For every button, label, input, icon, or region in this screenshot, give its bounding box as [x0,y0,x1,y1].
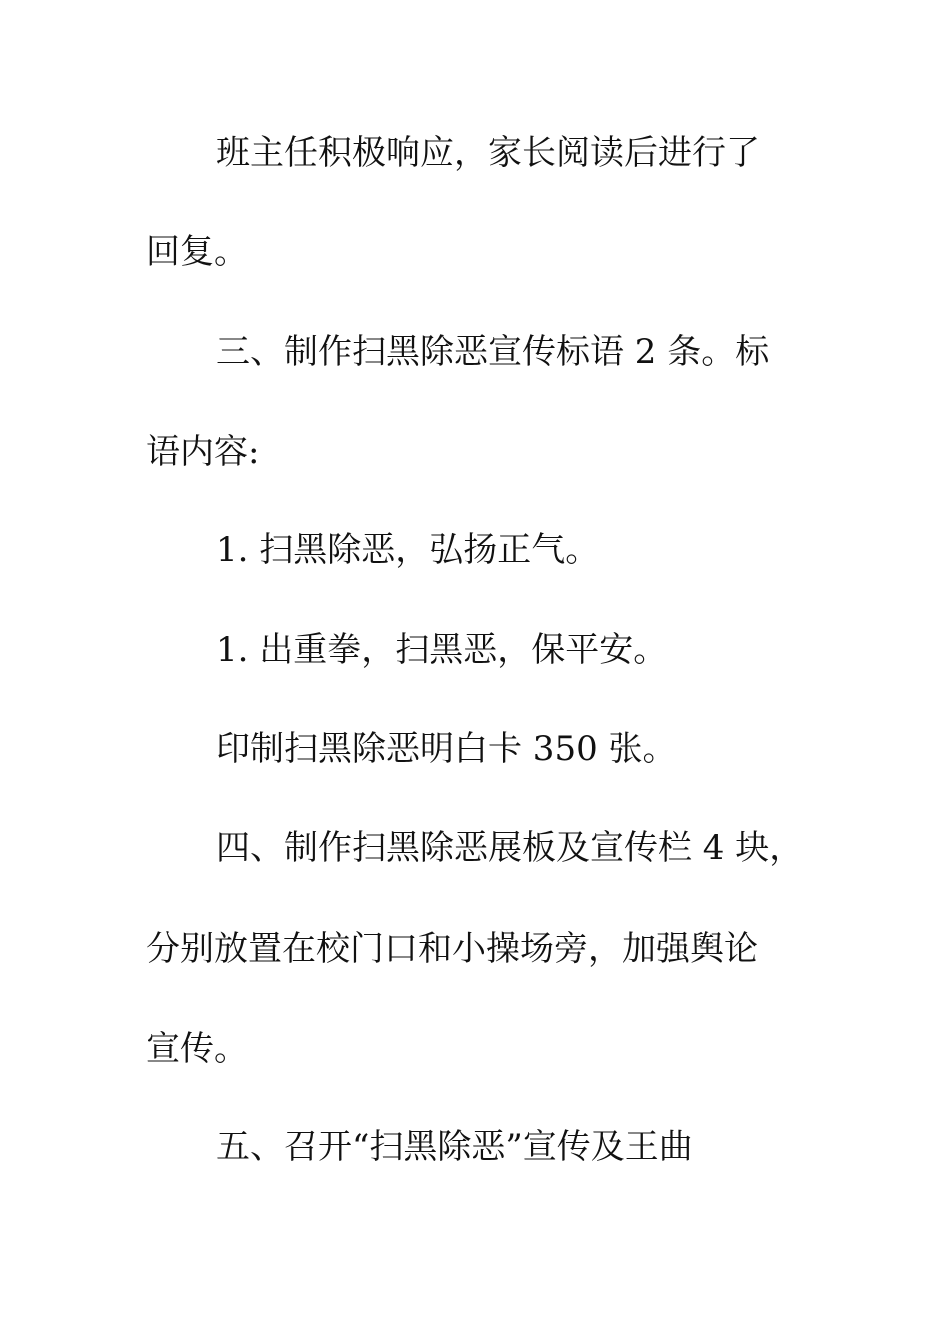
section-four-line-1: 四、制作扫黑除恶展板及宣传栏 4 块， [216,828,804,868]
slogan-item-2: 1. 出重拳，扫黑恶，保平安。 [216,630,668,670]
section-three-line-2: 语内容: [146,432,260,472]
card-print-line: 印制扫黑除恶明白卡 350 张。 [216,729,677,769]
paragraph-line-2: 回复。 [146,232,248,272]
section-four-line-3: 宣传。 [146,1029,248,1069]
slogan-item-1: 1. 扫黑除恶，弘扬正气。 [216,530,600,570]
section-three-line-1: 三、制作扫黑除恶宣传标语 2 条。标 [216,332,770,372]
section-four-line-2: 分别放置在校门口和小操场旁，加强舆论 [146,929,758,969]
paragraph-line-1: 班主任积极响应，家长阅读后进行了 [216,133,760,173]
section-five-line-1: 五、召开“扫黑除恶”宣传及王曲 [216,1127,693,1167]
